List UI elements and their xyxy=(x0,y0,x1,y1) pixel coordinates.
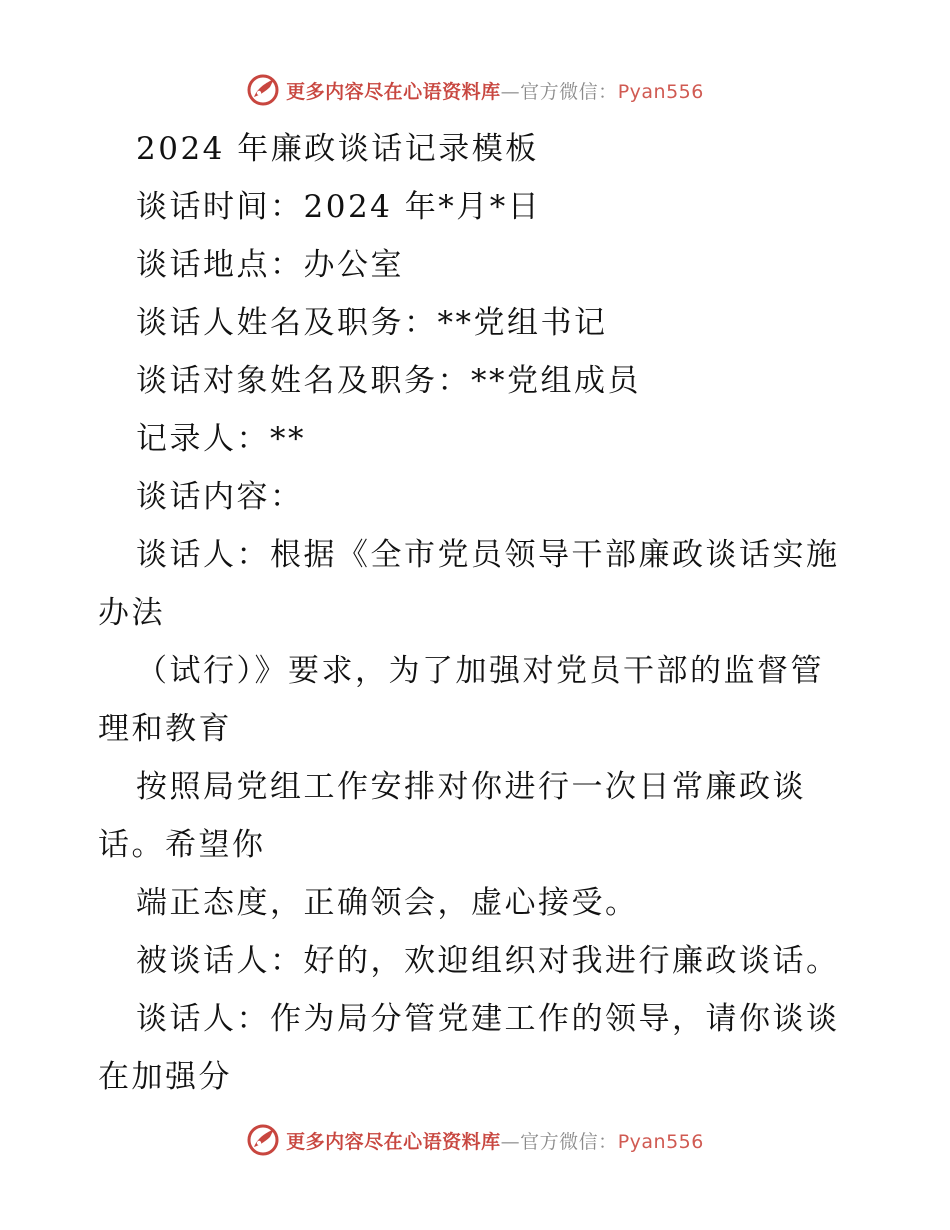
watermark-main-text: 更多内容尽在心语资料库 xyxy=(286,1130,501,1153)
watermark-handle: Pyan556 xyxy=(617,1130,704,1153)
footer-watermark xyxy=(0,1120,950,1160)
watermark-separator: — xyxy=(500,1130,521,1153)
paragraph-line: 办法 xyxy=(98,595,165,631)
document-body xyxy=(98,120,858,1106)
paragraph-line: 按照局党组工作安排对你进行一次日常廉政谈 xyxy=(136,769,806,805)
document-title: 2024 年廉政谈话记录模板 xyxy=(136,131,539,167)
watermark-group xyxy=(246,1123,704,1157)
talk-location: 谈话地点：办公室 xyxy=(136,247,404,283)
paragraph-line: 端正态度，正确领会，虚心接受。 xyxy=(136,885,639,921)
paragraph-line: 话。希望你 xyxy=(98,827,266,863)
paragraph-line: 被谈话人：好的，欢迎组织对我进行廉政谈话。 xyxy=(136,943,840,979)
content-heading: 谈话内容： xyxy=(136,479,304,515)
interviewee-info: 谈话对象姓名及职务：**党组成员 xyxy=(136,363,641,399)
watermark-label: 官方微信： xyxy=(520,1130,618,1153)
header-watermark xyxy=(0,70,950,110)
interviewer-info: 谈话人姓名及职务：**党组书记 xyxy=(136,305,608,341)
paragraph-line: 谈话人：根据《全市党员领导干部廉政谈话实施 xyxy=(136,537,840,573)
paragraph-line: （试行）》要求，为了加强对党员干部的监督管 xyxy=(136,653,824,689)
pen-logo-icon xyxy=(246,73,280,107)
watermark-label: 官方微信： xyxy=(520,80,618,103)
paragraph-line: 在加强分 xyxy=(98,1059,232,1095)
talk-time: 谈话时间：2024 年*月*日 xyxy=(136,189,542,225)
paragraph-line: 理和教育 xyxy=(98,711,232,747)
watermark-separator: — xyxy=(500,80,521,103)
paragraph-line: 谈话人：作为局分管党建工作的领导，请你谈谈 xyxy=(136,1001,840,1037)
watermark-group xyxy=(246,73,704,107)
recorder-info: 记录人：** xyxy=(136,421,306,457)
watermark-handle: Pyan556 xyxy=(617,80,704,103)
watermark-main-text: 更多内容尽在心语资料库 xyxy=(286,80,501,103)
pen-logo-icon xyxy=(246,1123,280,1157)
